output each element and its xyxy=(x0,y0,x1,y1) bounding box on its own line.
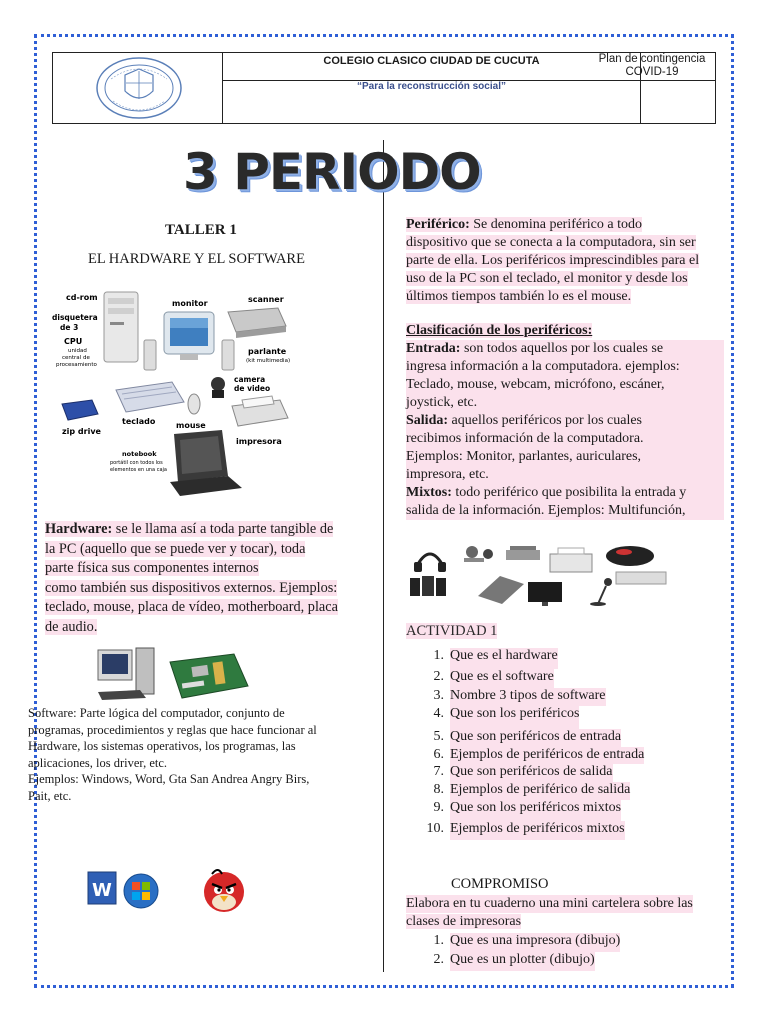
column-divider xyxy=(383,140,384,972)
svg-text:cd-rom: cd-rom xyxy=(66,293,98,302)
motto-cell xyxy=(223,81,641,123)
list-item: 2. Que es el software xyxy=(406,669,726,688)
microphone-icon xyxy=(590,578,612,606)
keyboard-icon xyxy=(116,382,184,412)
svg-text:camera: camera xyxy=(234,375,266,384)
scanner-small-icon xyxy=(506,546,540,560)
monitor-small-icon xyxy=(528,582,562,606)
svg-text:monitor: monitor xyxy=(172,299,208,308)
svg-text:disquetera: disquetera xyxy=(52,313,98,322)
motherboard-icon xyxy=(170,654,248,698)
mouse-small-icon xyxy=(606,546,654,566)
hardware-term: Hardware: xyxy=(45,521,113,537)
list-item: 9. Que son los periféricos mixtos xyxy=(406,800,726,821)
list-item: 5. Que son periféricos de entrada xyxy=(406,729,726,747)
peripherals-image xyxy=(408,540,672,610)
salida-term: Salida: xyxy=(406,413,449,428)
printer-icon xyxy=(232,396,288,426)
svg-text:zip drive: zip drive xyxy=(62,427,101,436)
school-name-cell xyxy=(223,53,641,81)
monitor-icon xyxy=(164,312,214,360)
clasificacion-heading: Clasificación de los periféricos: xyxy=(406,323,593,338)
svg-text:de 3: de 3 xyxy=(60,323,79,332)
speaker-left-icon xyxy=(144,340,156,370)
plan-line-2: COVID-19 xyxy=(625,66,679,78)
list-item: 8. Ejemplos de periférico de salida xyxy=(406,782,726,800)
flatbed-scanner-icon xyxy=(478,576,524,604)
angry-birds-icon xyxy=(204,870,244,912)
school-seal-logo xyxy=(53,53,223,123)
zip-drive-icon xyxy=(62,400,98,420)
camera-icon xyxy=(211,377,225,398)
entrada-term: Entrada: xyxy=(406,341,461,356)
compromiso-list xyxy=(406,933,726,971)
keyboard-small-icon xyxy=(616,572,666,584)
printer-small-icon xyxy=(550,548,592,572)
pc-and-motherboard-image xyxy=(96,646,256,704)
clasificacion-section: Clasificación de los periféricos: Entrada: son todos aquellos por los cuales se ingresa información a la computadora. ejemplos: Teclado, mouse, webcam, micrófono, escáner, joystick, etc. Salida: aquellos periféricos por los cuales recibimos información de la computadora. Ejemplos: Monitor, parlantes, auriculares, impresora, etc. Mixtos: todo periférico que posibilita la entrada y salida de la información. Ejemplos: Multifunción, xyxy=(406,322,724,520)
desktop-pc-icon xyxy=(98,648,154,700)
speaker-right-icon xyxy=(222,340,234,370)
windows-icon xyxy=(124,874,158,908)
compromiso-text: Elabora en tu cuaderno una mini cartelera sobre las clases de impresoras xyxy=(406,896,693,929)
list-item: 3. Nombre 3 tipos de software xyxy=(406,688,726,706)
list-item: 7. Que son periféricos de salida xyxy=(406,764,726,782)
actividad-list xyxy=(406,648,726,840)
school-motto: “Para la reconstrucción social” xyxy=(357,81,506,92)
svg-text:unidad: unidad xyxy=(68,348,87,354)
svg-text:portátil con todos los: portátil con todos los xyxy=(110,460,163,466)
svg-text:teclado: teclado xyxy=(122,417,156,426)
list-item: 1. Que es una impresora (dibujo) xyxy=(406,933,726,952)
list-item: 6. Ejemplos de periféricos de entrada xyxy=(406,747,726,765)
hardware-components-diagram xyxy=(52,286,292,512)
software-paragraph: Software: Parte lógica del computador, conjunto de programas, procedimientos y reglas que hace funcionar al Hardware, los sistemas operativos, los programas, las aplicaciones, los driver, etc. Ejemplos: Windows, Word, Gta San Andrea Angry Birs, Pait, etc. xyxy=(28,706,317,803)
svg-text:de video: de video xyxy=(234,384,271,393)
list-item: 2. Que es un plotter (dibujo) xyxy=(406,952,726,971)
svg-text:parlante: parlante xyxy=(248,347,287,356)
actividad-heading: ACTIVIDAD 1 xyxy=(406,623,498,639)
scanner-icon xyxy=(228,308,286,338)
svg-text:impresora: impresora xyxy=(236,437,282,446)
logo-cell xyxy=(53,53,223,123)
svg-text:W: W xyxy=(92,880,112,901)
compromiso-heading: COMPROMISO xyxy=(451,876,549,892)
webcam-icon xyxy=(464,546,493,562)
hardware-paragraph: Hardware: se le llama así a toda parte tangible de la PC (aquello que se puede ver y tocar), toda parte física sus componentes internos como también sus dispositivos externos. Ejemplos: teclado, mouse, placa de vídeo, motherboard, placa de audio. xyxy=(45,521,338,635)
list-item: 10. Ejemplos de periféricos mixtos xyxy=(406,821,726,840)
cpu-tower-icon xyxy=(104,292,138,362)
speakers-small-icon xyxy=(410,576,446,596)
page-title: 3 PERIODO xyxy=(183,143,481,201)
svg-text:notebook: notebook xyxy=(122,450,157,458)
svg-text:CPU: CPU xyxy=(64,337,83,346)
headphones-icon xyxy=(414,554,446,572)
mixtos-term: Mixtos: xyxy=(406,485,452,500)
svg-text:central de: central de xyxy=(62,355,90,361)
plan-contingencia xyxy=(588,52,716,79)
school-name: COLEGIO CLASICO CIUDAD DE CUCUTA xyxy=(323,55,540,67)
notebook-icon xyxy=(170,430,242,496)
hardware-software-subtitle: EL HARDWARE Y EL SOFTWARE xyxy=(88,251,305,267)
taller-heading: TALLER 1 xyxy=(165,222,237,238)
svg-text:mouse: mouse xyxy=(176,421,206,430)
software-logos xyxy=(86,866,256,916)
svg-text:procesamiento: procesamiento xyxy=(56,362,97,368)
list-item: 1. Que es el hardware xyxy=(406,648,726,669)
periferico-paragraph: Periférico: Se denomina periférico a todo dispositivo que se conecta a la computadora, sin ser parte de ella. Los periféricos imprescindibles para el uso de la PC son el teclado, el monitor y desde los últimos tiempos también lo es el mouse. xyxy=(406,217,700,304)
svg-text:(kit multimedia): (kit multimedia) xyxy=(246,358,291,364)
periferico-term: Periférico: xyxy=(406,217,470,232)
mouse-icon xyxy=(188,394,200,414)
plan-line-1: Plan de contingencia xyxy=(598,53,706,65)
word-icon xyxy=(88,872,116,904)
svg-text:scanner: scanner xyxy=(248,295,284,304)
svg-text:elementos en una caja: elementos en una caja xyxy=(110,467,167,473)
list-item: 4. Que son los periféricos xyxy=(406,706,726,729)
